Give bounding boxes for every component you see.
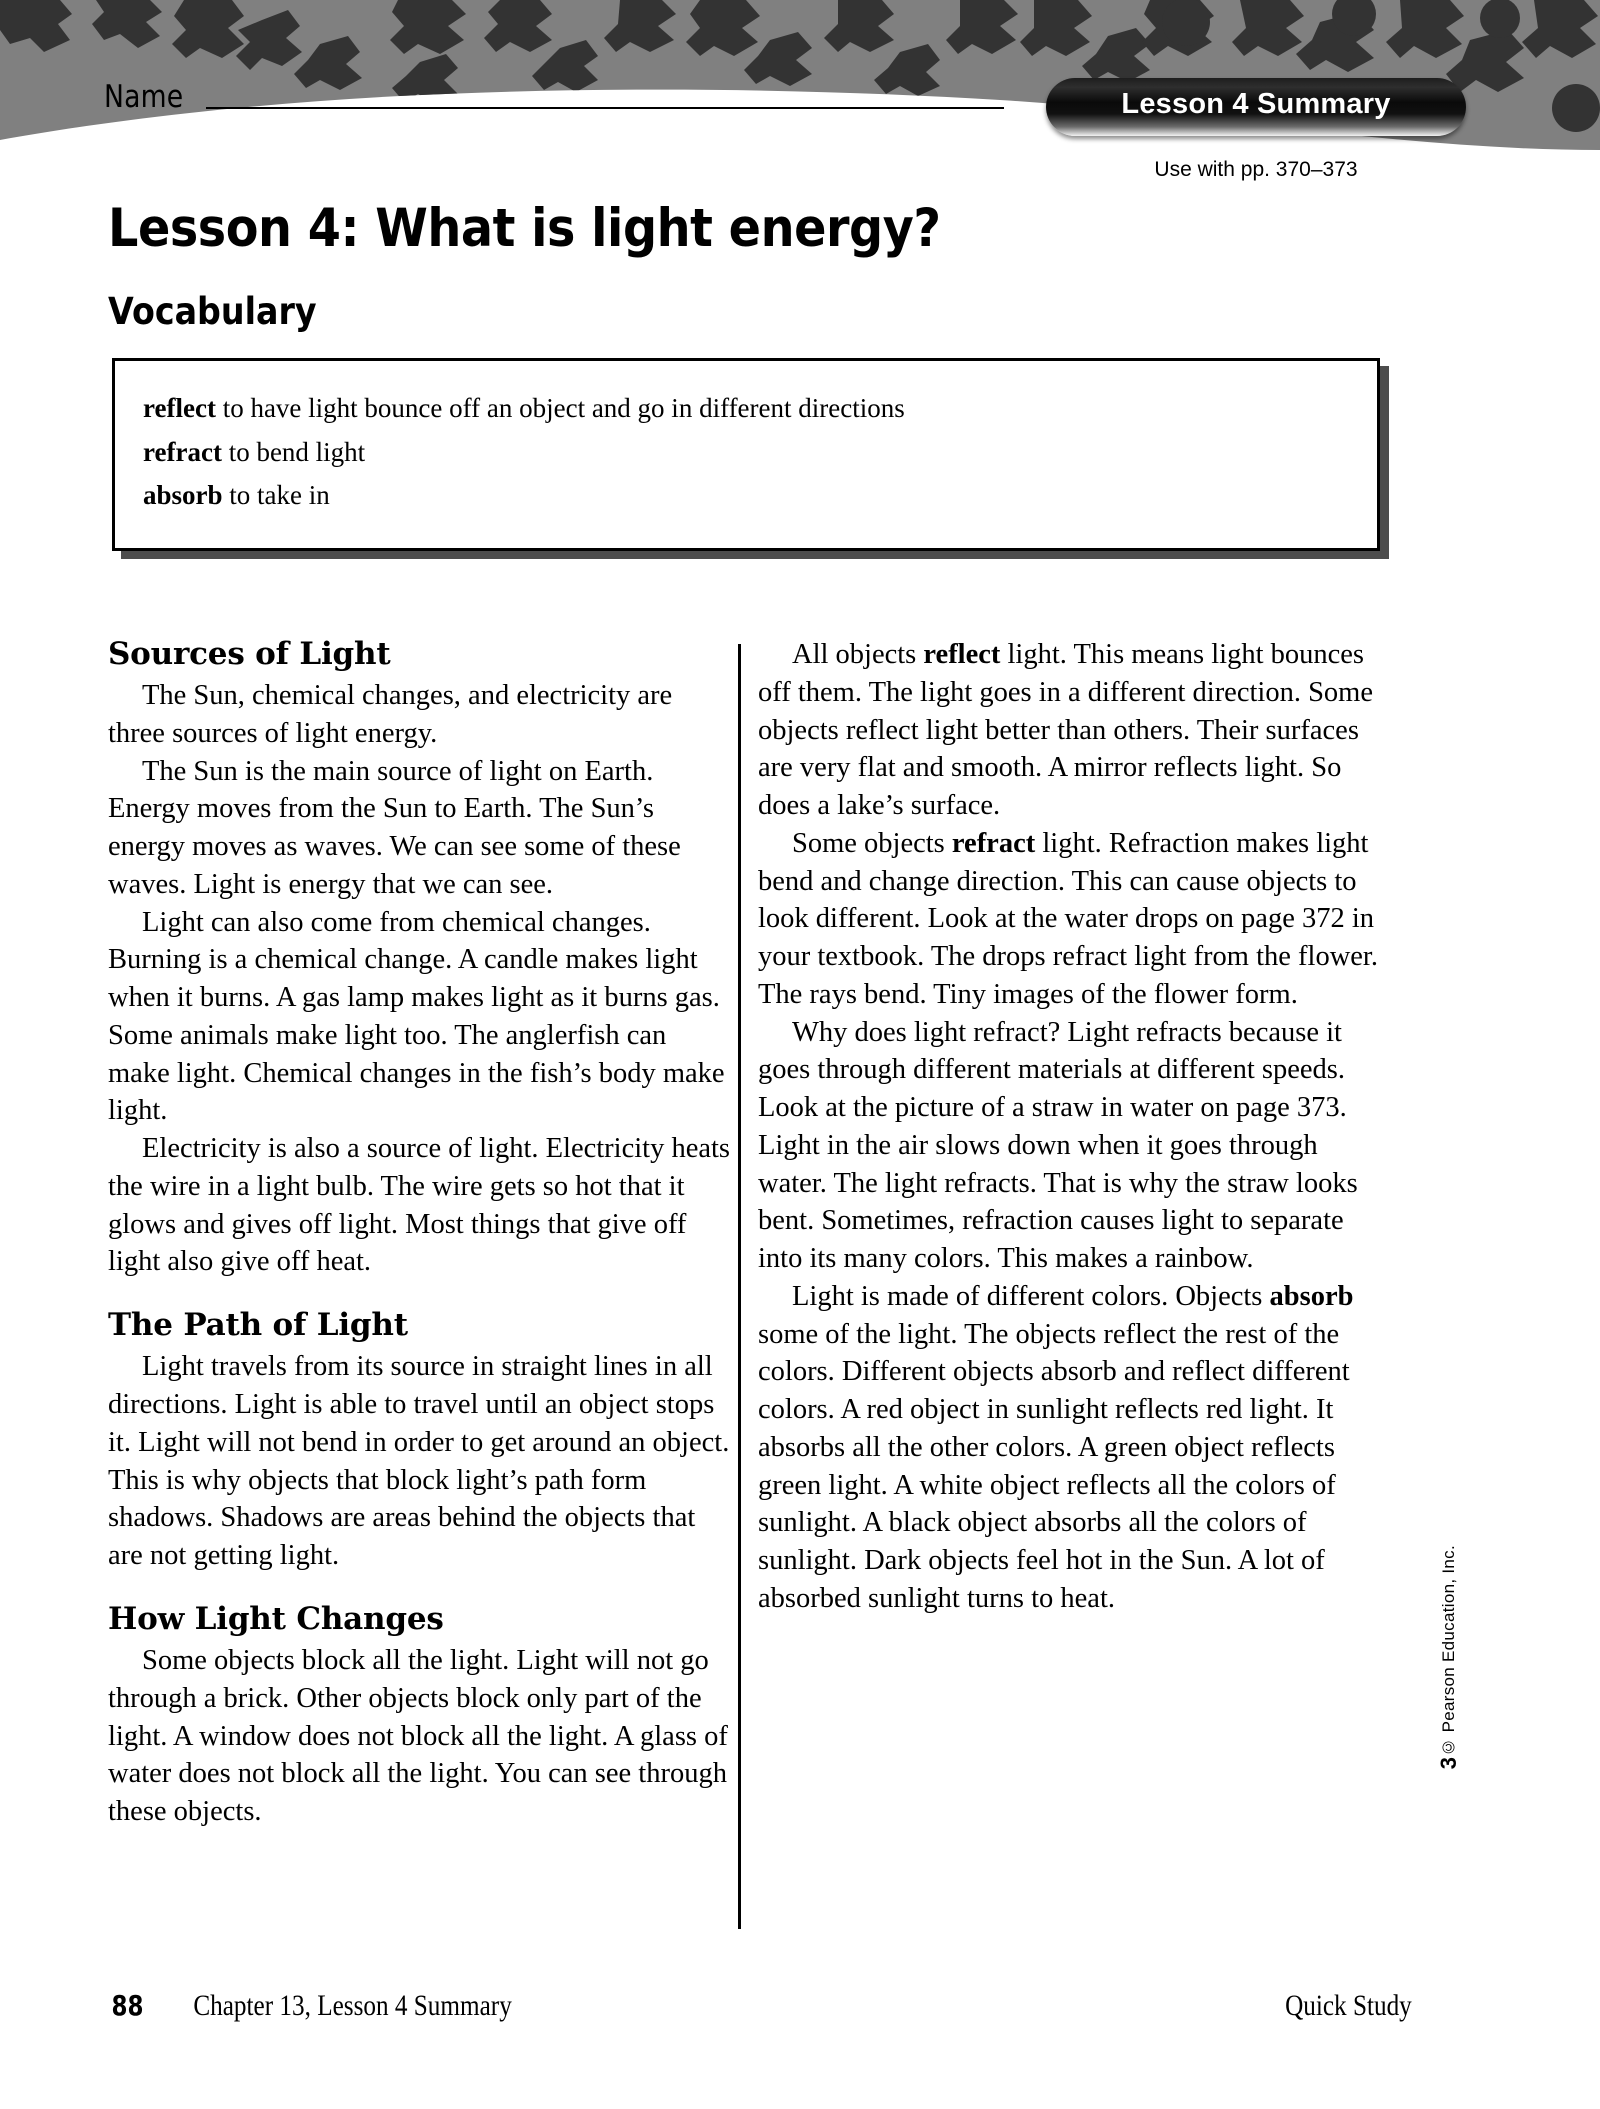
paragraph: The Sun, chemical changes, and electricity are three sources of light energy. <box>108 680 673 749</box>
vocabulary-heading: Vocabulary <box>108 290 317 333</box>
grade-level: 3 <box>1436 1756 1461 1770</box>
paragraph: The Sun is the main source of light on Earth. Energy moves from the Sun to Earth. The Sun’s energy moves as waves. We can see some of these waves. Light is energy that we can see. <box>108 755 681 900</box>
vocabulary-term: absorb <box>143 480 223 511</box>
vocabulary-definition: to take in <box>229 480 330 511</box>
paragraph <box>758 1278 1380 1618</box>
footer-chapter-label: Chapter 13, Lesson 4 Summary <box>193 1989 512 2022</box>
footer-series-label: Quick Study <box>1285 1989 1412 2022</box>
vocabulary-term: reflect <box>143 393 216 423</box>
vocabulary-definition: to have light bounce off an object and go in different directions <box>222 393 905 423</box>
paragraph-text: Some objects <box>792 827 952 859</box>
page-footer <box>108 1989 1424 2023</box>
section-heading-the-path-of-light: The Path of Light <box>108 1307 408 1344</box>
paragraph: Some objects block all the light. Light will not go through a brick. Other objects block only part of the light. A window does not block all the light. A glass of water does not block all the light. You can see through these objects. <box>108 1645 728 1828</box>
vocab-inline-reflect: reflect <box>923 639 1001 670</box>
paragraph-text: some of the light. The objects reflect the rest of the colors. Different objects absorb and reflect different colors. A red object in sunlight reflects red light. It absorbs all the other colors. A green object reflects green light. A white object reflects all the colors of sunlight. A black object absorbs all the colors of sunlight. Dark objects feel hot in the Sun. A lot of absorbed sunlight turns to heat. <box>758 1318 1350 1614</box>
section-heading-sources-of-light: Sources of Light <box>108 636 391 672</box>
vocabulary-entry <box>143 474 1349 518</box>
column-divider <box>738 644 741 1929</box>
vocabulary-definition: to bend light <box>228 436 366 467</box>
paragraph: Light can also come from chemical changes. Burning is a chemical change. A candle makes light when it burns. A gas lamp makes light as it burns gas. Some animals make light too. The anglerfish can make light. Chemical changes in the fish’s body make light. <box>108 906 725 1127</box>
paragraph <box>758 825 1380 1014</box>
vocabulary-term: refract <box>143 436 222 467</box>
paragraph-text: Light is made of different colors. Objects <box>792 1280 1270 1312</box>
paragraph-text: light. This means light bounces off them. The light goes in a different direction. Some objects reflect light better than others. Their surfaces are very flat and smooth. A mirror reflects light. So does a lake’s surface. <box>758 639 1373 821</box>
paragraph: Electricity is also a source of light. Electricity heats the wire in a light bulb. The wire gets so hot that it glows and gives off light. Most things that give off light also give off heat. <box>108 1133 731 1278</box>
paragraph <box>758 636 1380 825</box>
vocabulary-box-wrapper <box>112 358 1380 551</box>
footer-left-group <box>108 1989 542 2023</box>
paragraph-text: light. Refraction makes light bend and change direction. This can cause objects to look different. Look at the water drops on page 372 in your textbook. The drops refract light from the flower. The rays bend. Tiny images of the flower form. <box>758 827 1378 1010</box>
name-label: Name <box>104 79 184 115</box>
article-body <box>108 636 1418 1936</box>
paragraph: Why does light refract? Light refracts because it goes through different materials at different speeds. Look at the picture of a straw in water on page 373. Light in the air slows down when it goes through water. The light refracts. That is why the straw looks bent. Sometimes, refraction causes light to separate into its many colors. This makes a rainbow. <box>758 1016 1358 1274</box>
page-title: Lesson 4: What is light energy? <box>108 198 941 259</box>
page-number: 88 <box>111 1989 144 2022</box>
name-write-line[interactable] <box>206 107 1004 109</box>
left-column <box>108 636 730 1831</box>
copyright-text: © Pearson Education, Inc. <box>1439 1545 1458 1757</box>
use-with-pages-note: Use with pp. 370–373 <box>1154 158 1358 181</box>
vocab-inline-absorb: absorb <box>1269 1280 1354 1312</box>
lesson-summary-banner <box>1046 78 1466 136</box>
paragraph-text: All objects <box>792 639 924 670</box>
vocabulary-entry <box>143 387 1349 431</box>
name-field-row <box>104 79 1004 115</box>
vocabulary-box <box>112 358 1380 551</box>
lesson-summary-banner-label: Lesson 4 Summary <box>1121 87 1391 120</box>
section-heading-how-light-changes: How Light Changes <box>108 1600 444 1637</box>
vocab-inline-refract: refract <box>951 827 1036 859</box>
paragraph: Light travels from its source in straight lines in all directions. Light is able to travel until an object stops it. Light will not bend in order to get around an object. This is why objects that block light’s path form shadows. Shadows are areas behind the objects that are not getting light. <box>108 1351 730 1572</box>
copyright-notice <box>1436 1545 1462 1769</box>
right-column <box>758 636 1380 1618</box>
vocabulary-entry <box>143 431 1349 475</box>
